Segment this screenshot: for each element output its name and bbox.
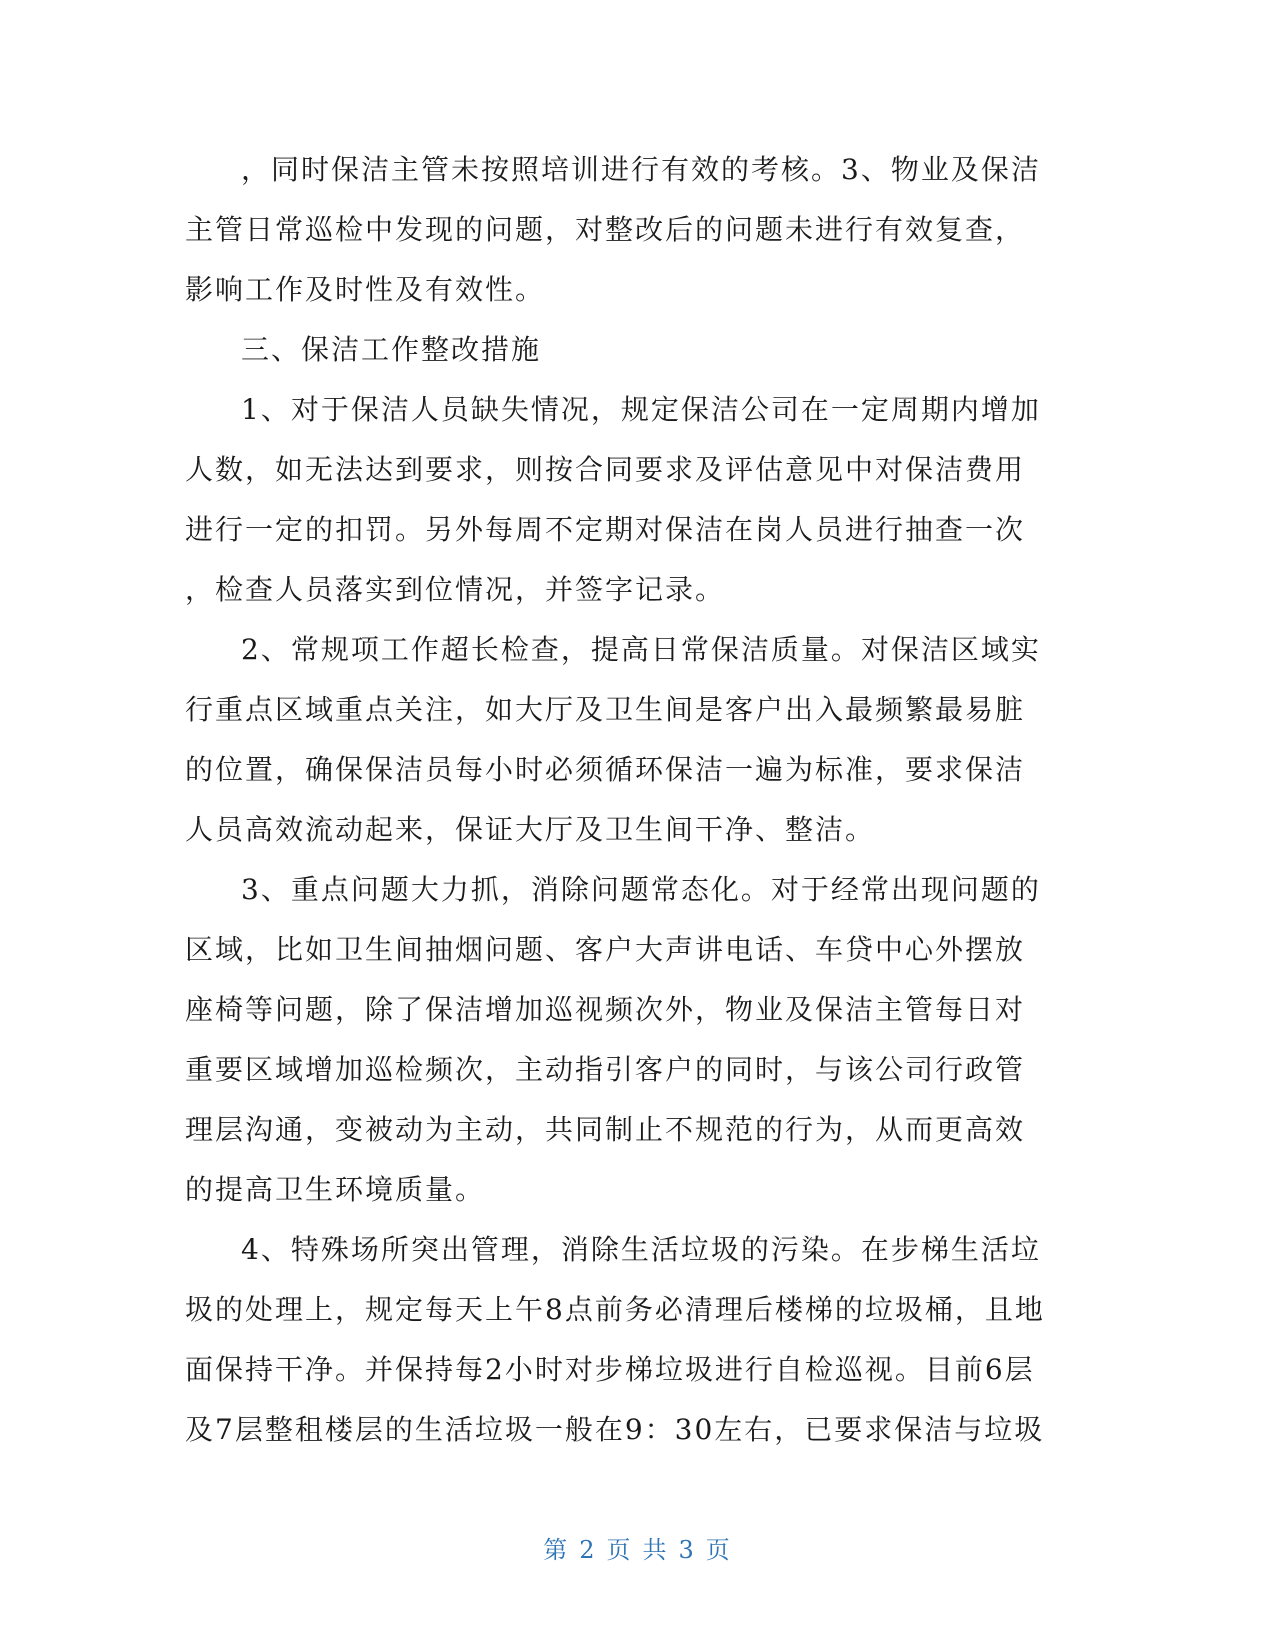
footer-total-word: 共 bbox=[642, 1536, 669, 1564]
text-line: 人员高效流动起来，保证大厅及卫生间干净、整洁。 bbox=[185, 813, 876, 846]
text-line: 的提高卫生环境质量。 bbox=[185, 1173, 486, 1206]
text-line: 座椅等问题，除了保洁增加巡视频次外，物业及保洁主管每日对 bbox=[185, 993, 1026, 1026]
text-line: ，同时保洁主管未按照培训进行有效的考核。3、物业及保洁 bbox=[241, 153, 1041, 186]
text-line: 3、重点问题大力抓，消除问题常态化。对于经常出现问题的 bbox=[241, 873, 1041, 906]
text-line: 圾的处理上，规定每天上午8点前务必清理后楼梯的垃圾桶，且地 bbox=[185, 1293, 1045, 1326]
text-line: 区域，比如卫生间抽烟问题、客户大声讲电话、车贷中心外摆放 bbox=[185, 933, 1026, 966]
text-line: 影响工作及时性及有效性。 bbox=[185, 273, 546, 306]
page-footer bbox=[0, 1530, 1275, 1565]
footer-prefix: 第 bbox=[543, 1536, 570, 1564]
text-line: 1、对于保洁人员缺失情况，规定保洁公司在一定周期内增加 bbox=[241, 393, 1041, 426]
text-line: 的位置，确保保洁员每小时必须循环保洁一遍为标准，要求保洁 bbox=[185, 753, 1026, 786]
text-line: 进行一定的扣罚。另外每周不定期对保洁在岗人员进行抽查一次 bbox=[185, 513, 1026, 546]
footer-page-word: 页 bbox=[606, 1536, 633, 1564]
text-line: 人数，如无法达到要求，则按合同要求及评估意见中对保洁费用 bbox=[185, 453, 1026, 486]
footer-page-number: 2 bbox=[579, 1536, 597, 1564]
text-line: 2、常规项工作超长检查，提高日常保洁质量。对保洁区域实 bbox=[241, 633, 1041, 666]
footer-total-pages: 3 bbox=[678, 1536, 696, 1564]
document-body bbox=[185, 140, 1085, 1460]
text-line: 主管日常巡检中发现的问题，对整改后的问题未进行有效复查， bbox=[185, 213, 1026, 246]
section-heading: 三、保洁工作整改措施 bbox=[241, 333, 542, 366]
text-line: 重要区域增加巡检频次，主动指引客户的同时，与该公司行政管 bbox=[185, 1053, 1026, 1086]
text-line: 理层沟通，变被动为主动，共同制止不规范的行为，从而更高效 bbox=[185, 1113, 1026, 1146]
text-line: ，检查人员落实到位情况，并签字记录。 bbox=[185, 573, 726, 606]
text-line: 4、特殊场所突出管理，消除生活垃圾的污染。在步梯生活垃 bbox=[241, 1233, 1041, 1266]
text-line: 及7层整租楼层的生活垃圾一般在9：30左右，已要求保洁与垃圾 bbox=[185, 1413, 1045, 1446]
text-line: 面保持干净。并保持每2小时对步梯垃圾进行自检巡视。目前6层 bbox=[185, 1353, 1035, 1386]
footer-suffix: 页 bbox=[705, 1536, 732, 1564]
text-line: 行重点区域重点关注，如大厅及卫生间是客户出入最频繁最易脏 bbox=[185, 693, 1026, 726]
